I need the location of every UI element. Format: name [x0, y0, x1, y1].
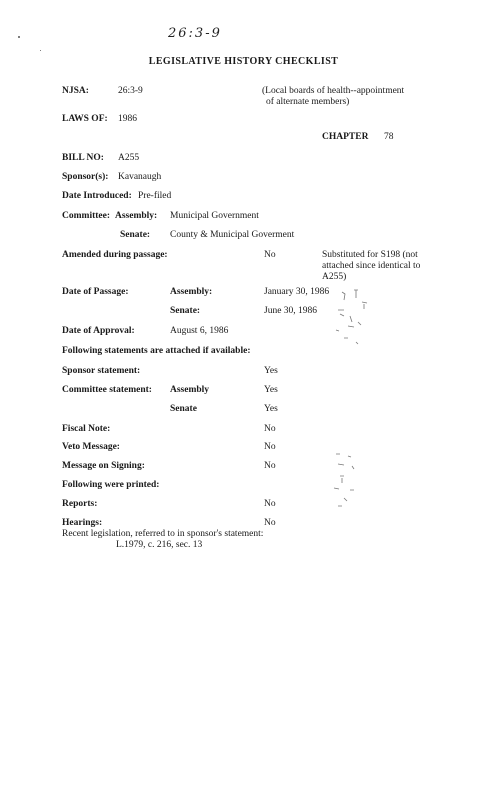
- committee-statement-senate-label: Senate: [170, 404, 197, 414]
- passage-assembly-label: Assembly:: [170, 287, 213, 297]
- fiscal-note-label: Fiscal Note:: [62, 424, 111, 434]
- faded-stamp-mark: [328, 448, 368, 518]
- faded-stamp-mark: [328, 286, 374, 356]
- date-of-approval-label: Date of Approval:: [62, 326, 135, 336]
- njsa-description-line1: (Local boards of health--appointment: [262, 86, 405, 96]
- committee-senate-value: County & Municipal Goverment: [170, 230, 295, 240]
- committee-assembly-label: Assembly:: [115, 211, 158, 221]
- amended-note-line3: A255): [322, 272, 347, 282]
- reports-value: No: [264, 499, 276, 509]
- message-on-signing-value: No: [264, 461, 276, 471]
- committee-statement-label: Committee statement:: [62, 385, 152, 395]
- committee-senate-label: Senate:: [120, 230, 151, 240]
- amended-label: Amended during passage:: [62, 250, 168, 260]
- hearings-label: Hearings:: [62, 518, 103, 528]
- hearings-value: No: [264, 518, 276, 528]
- laws-of-label: LAWS OF:: [62, 114, 108, 124]
- njsa-value: 26:3-9: [118, 86, 143, 96]
- reports-label: Reports:: [62, 499, 98, 509]
- committee-statement-assembly-value: Yes: [264, 385, 278, 395]
- chapter-label: CHAPTER: [322, 132, 369, 142]
- date-of-passage-label: Date of Passage:: [62, 287, 129, 297]
- veto-message-label: Veto Message:: [62, 442, 120, 452]
- sponsors-value: Kavanaugh: [118, 172, 162, 182]
- veto-message-value: No: [264, 442, 276, 452]
- fiscal-note-value: No: [264, 424, 276, 434]
- handwritten-number: 26:3-9: [168, 26, 222, 41]
- following-statements-heading: Following statements are attached if available:: [62, 346, 251, 356]
- laws-of-value: 1986: [118, 114, 137, 124]
- sponsor-statement-value: Yes: [264, 366, 278, 376]
- bill-no-value: A255: [118, 153, 140, 163]
- passage-senate-value: June 30, 1986: [264, 306, 318, 316]
- bill-no-label: BILL NO:: [62, 153, 104, 163]
- amended-note-line2: attached since identical to: [322, 261, 421, 271]
- page-title: LEGISLATIVE HISTORY CHECKLIST: [148, 56, 339, 67]
- following-printed-heading: Following were printed:: [62, 480, 160, 490]
- committee-statement-assembly-label: Assembly: [170, 385, 210, 395]
- committee-assembly-value: Municipal Government: [170, 211, 259, 221]
- sponsors-label: Sponsor(s):: [62, 172, 109, 182]
- stray-mark: [40, 50, 41, 51]
- passage-assembly-value: January 30, 1986: [264, 287, 330, 297]
- amended-note-line1: Substituted for S198 (not: [322, 250, 418, 260]
- date-introduced-value: Pre-filed: [138, 191, 172, 201]
- message-on-signing-label: Message on Signing:: [62, 461, 145, 471]
- date-of-approval-value: August 6, 1986: [170, 326, 229, 336]
- recent-legislation-text: Recent legislation, referred to in sponsor's statement:: [62, 529, 264, 539]
- date-introduced-label: Date Introduced:: [62, 191, 132, 201]
- njsa-description-line2: of alternate members): [266, 97, 350, 107]
- recent-legislation-citation: L.1979, c. 216, sec. 13: [116, 540, 203, 550]
- committee-label: Committee:: [62, 211, 111, 221]
- passage-senate-label: Senate:: [170, 306, 201, 316]
- committee-statement-senate-value: Yes: [264, 404, 278, 414]
- sponsor-statement-label: Sponsor statement:: [62, 366, 141, 376]
- amended-value: No: [264, 250, 276, 260]
- njsa-label: NJSA:: [62, 86, 89, 96]
- chapter-value: 78: [384, 132, 394, 142]
- stray-mark: [18, 36, 20, 38]
